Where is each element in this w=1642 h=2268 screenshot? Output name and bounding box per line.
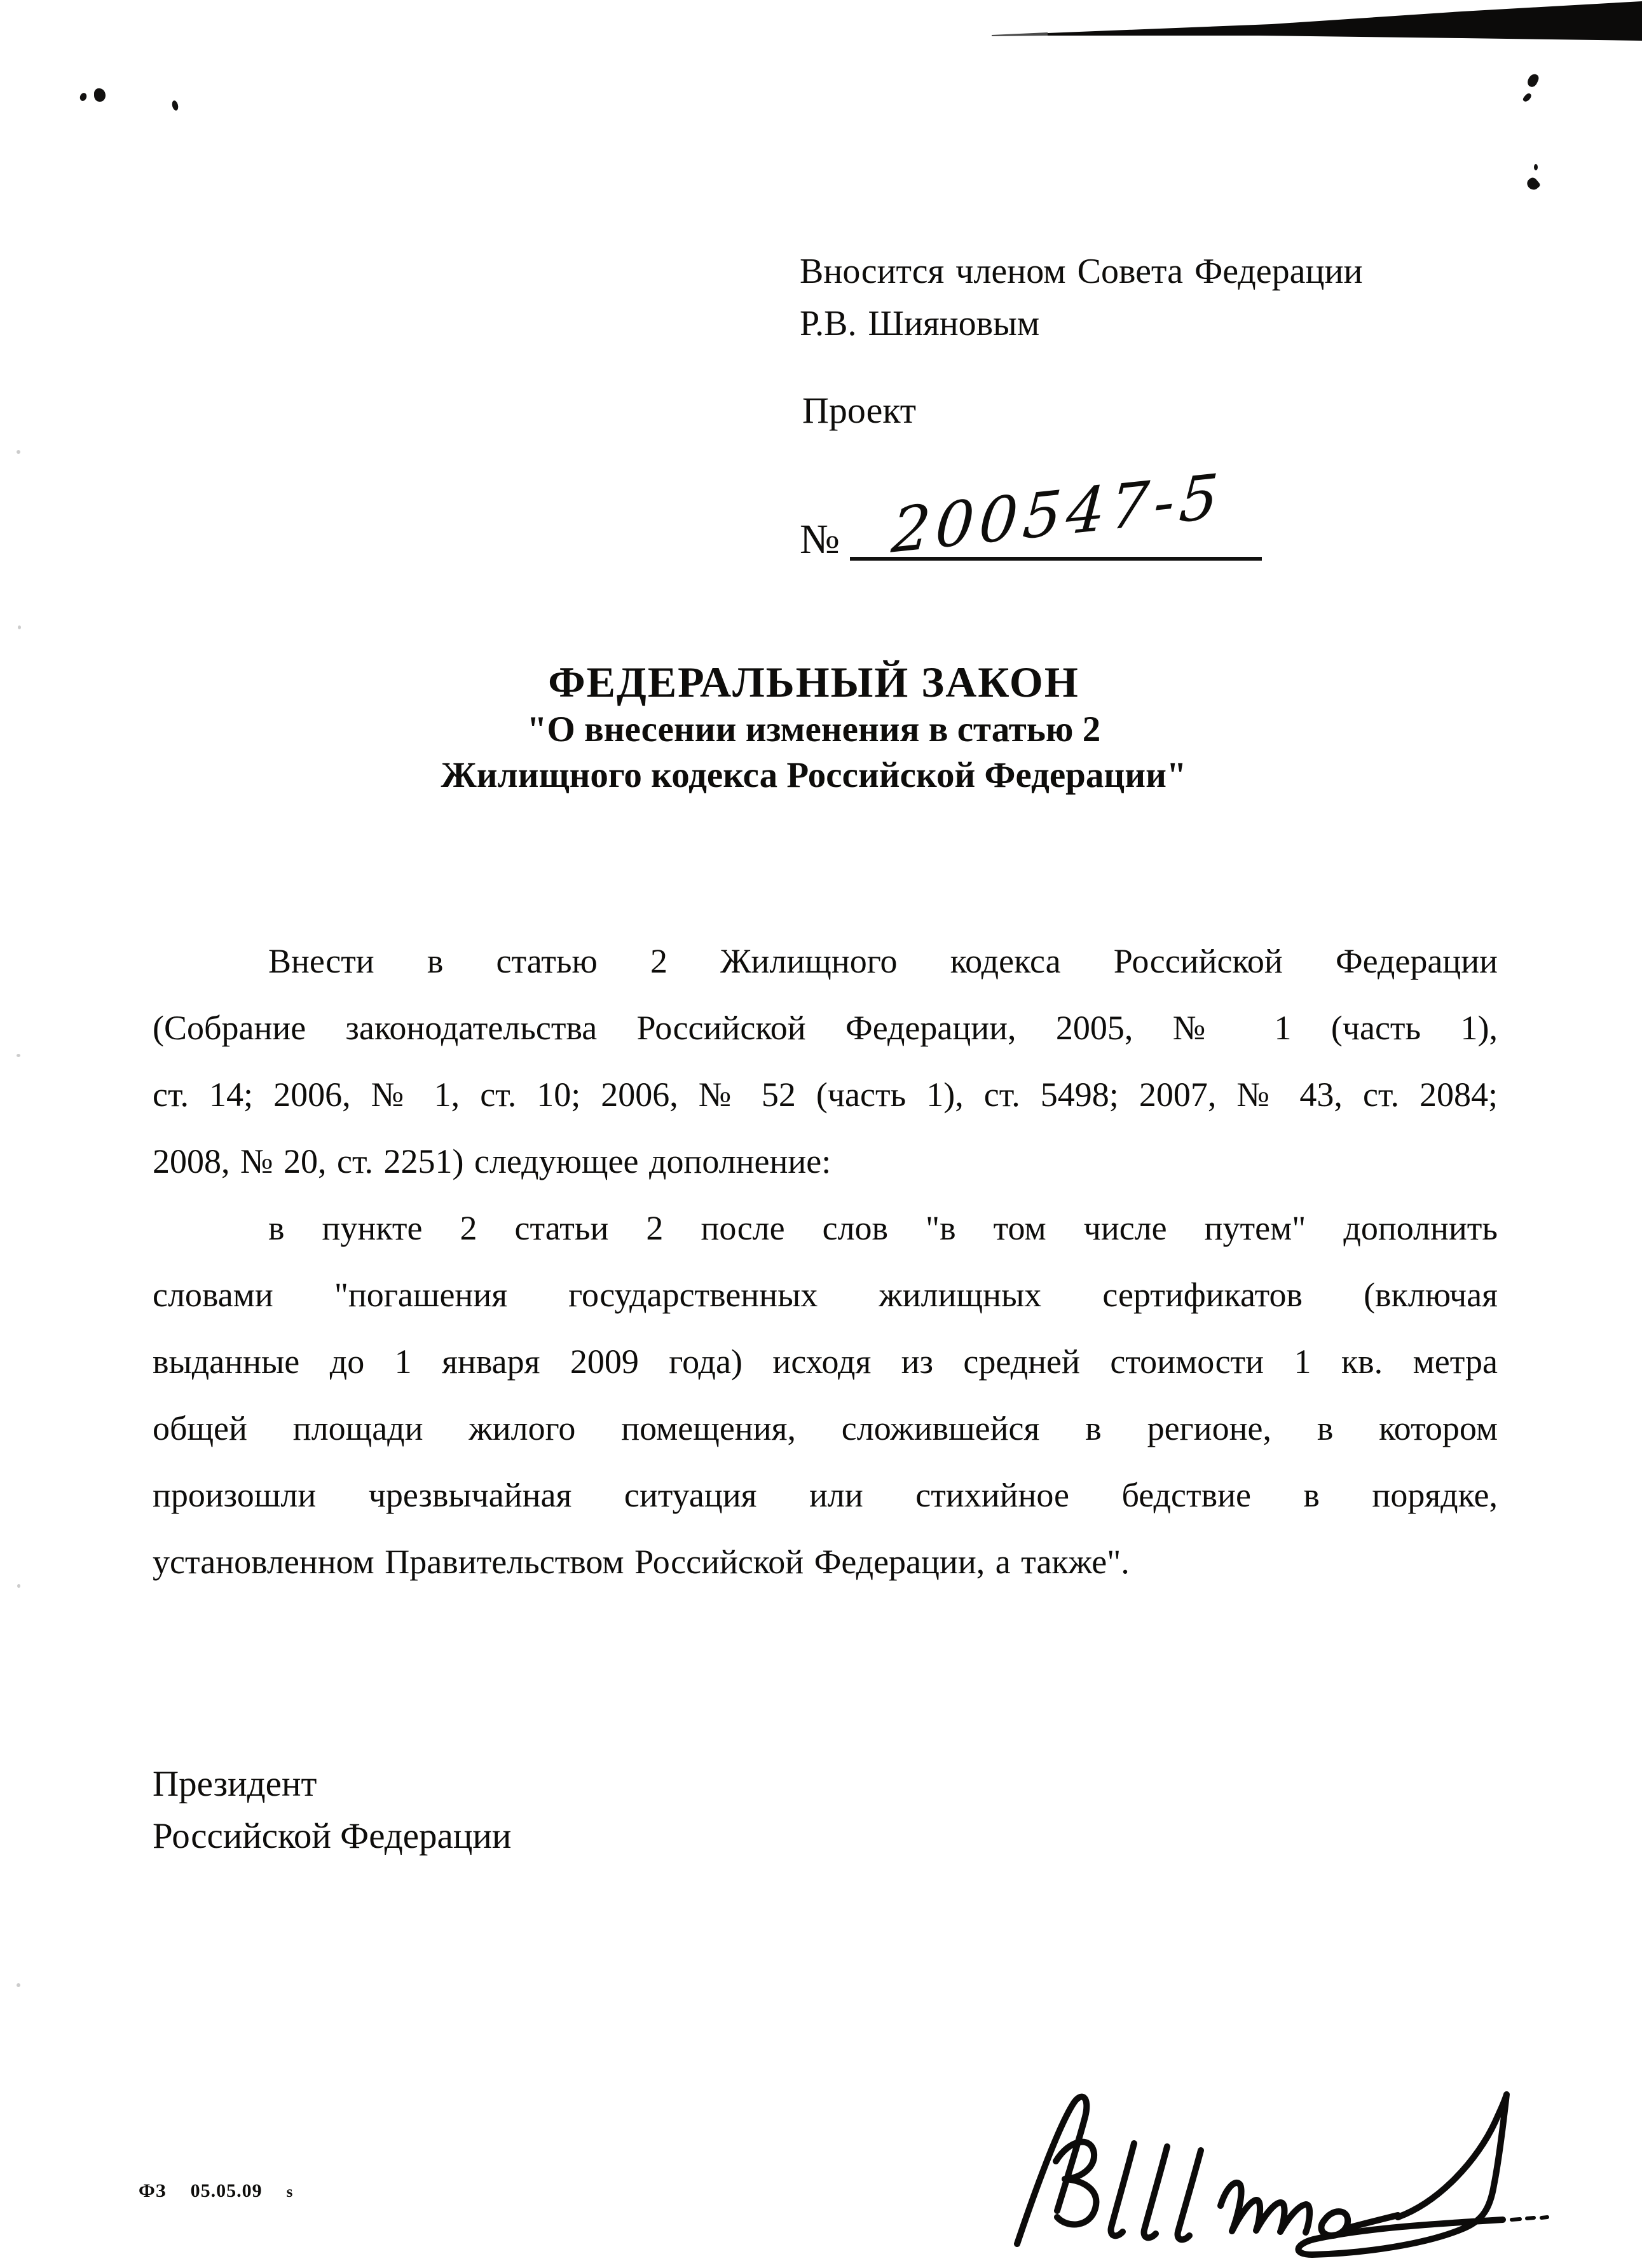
- ink-speck: [1534, 164, 1538, 170]
- handwritten-number: 200547-5: [889, 460, 1226, 567]
- signatory-block: [153, 1758, 511, 1862]
- body-text: [153, 928, 1498, 1595]
- ink-speck: [1526, 72, 1540, 88]
- scan-artifact-top-edge: [0, 0, 1642, 51]
- law-title-line: ФЕДЕРАЛЬНЫЙ ЗАКОН: [548, 658, 1079, 706]
- body-line: ст. 14; 2006, № 1, ст. 10; 2006, № 52 (часть 1), ст. 5498; 2007, № 43, ст. 2084;: [153, 1076, 1498, 1114]
- body-line: Внести в статью 2 Жилищного кодекса Российской Федерации: [268, 942, 1498, 980]
- body-line: выданные до 1 января 2009 года) исходя из средней стоимости 1 кв. метра: [153, 1342, 1498, 1381]
- ink-speck: [79, 92, 88, 102]
- draft-label: Проект: [802, 390, 917, 431]
- ink-speck: [17, 450, 20, 454]
- body-line: в пункте 2 статьи 2 после слов "в том числе путем" дополнить: [268, 1209, 1498, 1247]
- footer-mark: s: [286, 2183, 294, 2201]
- submitted-by-name: Р.В. Шияновым: [800, 304, 1040, 343]
- footer-stamp: [139, 2180, 293, 2202]
- law-title-line: Жилищного кодекса Российской Федерации": [441, 755, 1187, 795]
- law-title: [153, 657, 1475, 798]
- ink-speck: [1522, 92, 1533, 103]
- law-title-line: "О внесении изменения в статью 2: [526, 709, 1101, 749]
- ink-speck: [18, 625, 21, 629]
- registration-number-row: [800, 460, 1262, 567]
- footer-code: ФЗ: [139, 2180, 167, 2201]
- signatory-title-line2: Российской Федерации: [153, 1816, 512, 1856]
- ink-speck: [1525, 176, 1541, 192]
- submitted-by-block: [800, 245, 1550, 350]
- body-line: установленном Правительством Российской Федерации, а также".: [153, 1543, 1130, 1581]
- footer-date: 05.05.09: [190, 2180, 263, 2201]
- ink-speck: [17, 1983, 20, 1987]
- signature-handwritten: [1006, 2084, 1565, 2262]
- body-line: произошли чрезвычайная ситуация или стихийное бедствие в порядке,: [153, 1476, 1498, 1514]
- body-line: (Собрание законодательства Российской Федерации, 2005, № 1 (часть 1),: [153, 1009, 1498, 1047]
- body-line: словами "погашения государственных жилищных сертификатов (включая: [153, 1276, 1498, 1314]
- signatory-title: Президент: [153, 1764, 317, 1804]
- submitted-by-line: Вносится членом Совета Федерации: [800, 252, 1363, 291]
- number-underline: [850, 460, 1262, 567]
- ink-speck: [171, 100, 179, 111]
- number-sign-label: №: [800, 516, 840, 563]
- body-line: общей площади жилого помещения, сложившейся в регионе, в котором: [153, 1409, 1498, 1447]
- ink-speck: [17, 1584, 20, 1588]
- body-line: 2008, № 20, ст. 2251) следующее дополнение:: [153, 1142, 831, 1180]
- ink-speck: [17, 1054, 20, 1057]
- ink-speck: [94, 88, 106, 102]
